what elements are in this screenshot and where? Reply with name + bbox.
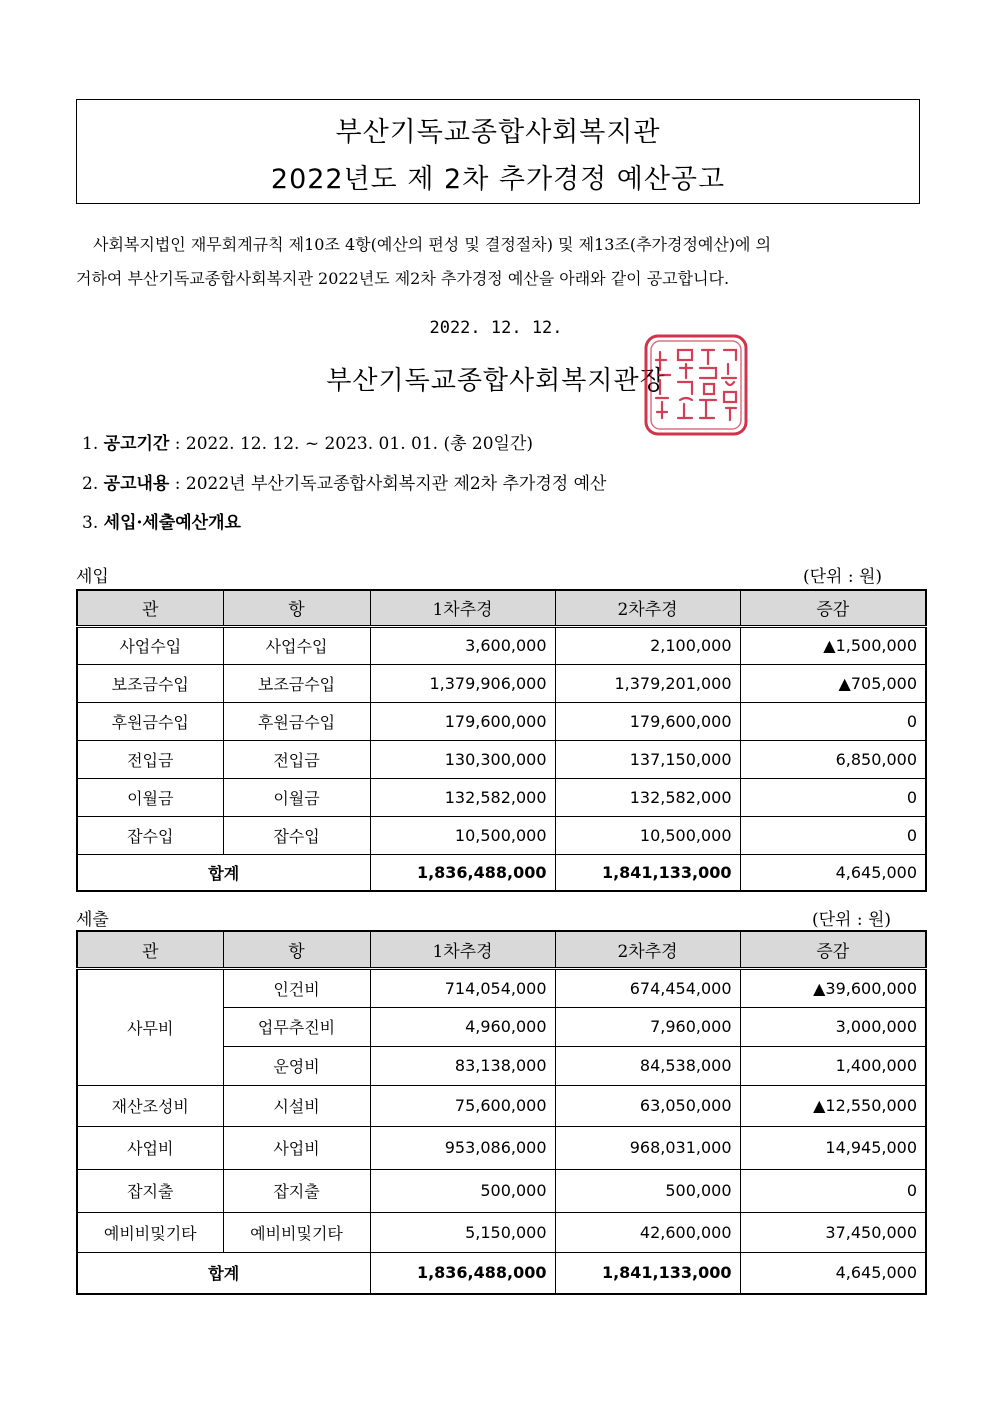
header-hang: 항 [223, 590, 370, 626]
revenue-body [77, 626, 926, 891]
cell-gwan: 사업수입 [77, 626, 223, 664]
header-second: 2차추경 [555, 931, 740, 968]
item-number: 3. [82, 513, 99, 533]
table-row [77, 740, 926, 778]
cell-first: 500,000 [370, 1169, 555, 1212]
cell-hang: 잡지출 [223, 1169, 370, 1212]
total-label: 합계 [77, 854, 370, 891]
item-separator: : [169, 434, 186, 454]
cell-second: 10,500,000 [555, 816, 740, 854]
cell-gwan: 사무비 [77, 968, 223, 1085]
header-first: 1차추경 [370, 931, 555, 968]
table-row [77, 1169, 926, 1212]
item-number: 1. [82, 434, 99, 454]
total-row [77, 1252, 926, 1294]
cell-hang: 사업수입 [223, 626, 370, 664]
cell-first: 1,379,906,000 [370, 664, 555, 702]
cell-hang: 후원금수입 [223, 702, 370, 740]
expense-caption: 세출 [76, 910, 109, 930]
official-seal [640, 330, 752, 440]
cell-first: 953,086,000 [370, 1126, 555, 1169]
cell-gwan: 잡지출 [77, 1169, 223, 1212]
item-label: 세입·세출예산개요 [103, 513, 241, 533]
cell-first: 83,138,000 [370, 1046, 555, 1085]
cell-diff: 0 [740, 1169, 926, 1212]
cell-diff: 0 [740, 816, 926, 854]
cell-hang: 운영비 [223, 1046, 370, 1085]
revenue-caption: 세입 [76, 567, 109, 587]
total-second: 1,841,133,000 [555, 854, 740, 891]
cell-first: 179,600,000 [370, 702, 555, 740]
header-gwan: 관 [77, 931, 223, 968]
table-row [77, 1126, 926, 1169]
cell-gwan: 전입금 [77, 740, 223, 778]
cell-diff: 0 [740, 778, 926, 816]
cell-gwan: 사업비 [77, 1126, 223, 1169]
cell-gwan: 예비비및기타 [77, 1212, 223, 1252]
table-row [77, 968, 926, 1007]
cell-second: 132,582,000 [555, 778, 740, 816]
cell-second: 968,031,000 [555, 1126, 740, 1169]
header-gwan: 관 [77, 590, 223, 626]
cell-second: 63,050,000 [555, 1085, 740, 1126]
cell-hang: 인건비 [223, 968, 370, 1007]
cell-second: 137,150,000 [555, 740, 740, 778]
total-diff: 4,645,000 [740, 1252, 926, 1294]
cell-second: 2,100,000 [555, 626, 740, 664]
table-row [77, 702, 926, 740]
table-row [77, 1085, 926, 1126]
cell-hang: 보조금수입 [223, 664, 370, 702]
cell-hang: 전입금 [223, 740, 370, 778]
intro-line-1: 사회복지법인 재무회계규칙 제10조 4항(예산의 편성 및 결정절차) 및 제13조(추가경정예산)에 의 [93, 235, 772, 254]
cell-gwan: 후원금수입 [77, 702, 223, 740]
cell-second: 42,600,000 [555, 1212, 740, 1252]
organization-signature: 부산기독교종합사회복지관장 [326, 366, 666, 396]
cell-gwan: 이월금 [77, 778, 223, 816]
total-second: 1,841,133,000 [555, 1252, 740, 1294]
cell-diff: ▲705,000 [740, 664, 926, 702]
cell-second: 674,454,000 [555, 968, 740, 1007]
cell-second: 84,538,000 [555, 1046, 740, 1085]
cell-second: 500,000 [555, 1169, 740, 1212]
table-header-row [77, 590, 926, 626]
title-box [76, 99, 920, 204]
cell-first: 4,960,000 [370, 1007, 555, 1046]
cell-diff: ▲39,600,000 [740, 968, 926, 1007]
cell-gwan: 잡수입 [77, 816, 223, 854]
cell-diff: 3,000,000 [740, 1007, 926, 1046]
revenue-unit-label: (단위 : 원) [803, 567, 883, 587]
cell-diff: ▲12,550,000 [740, 1085, 926, 1126]
cell-first: 5,150,000 [370, 1212, 555, 1252]
title-line-1: 부산기독교종합사회복지관 [335, 117, 661, 148]
cell-first: 132,582,000 [370, 778, 555, 816]
notice-date: 2022. 12. 12. [429, 318, 563, 338]
cell-diff: 1,400,000 [740, 1046, 926, 1085]
total-label: 합계 [77, 1252, 370, 1294]
cell-diff: 6,850,000 [740, 740, 926, 778]
item-separator: : [169, 474, 186, 494]
cell-first: 75,600,000 [370, 1085, 555, 1126]
cell-diff: 14,945,000 [740, 1126, 926, 1169]
cell-diff: ▲1,500,000 [740, 626, 926, 664]
table-row [77, 816, 926, 854]
total-row [77, 854, 926, 891]
cell-hang: 업무추진비 [223, 1007, 370, 1046]
table-row [77, 664, 926, 702]
cell-hang: 이월금 [223, 778, 370, 816]
item-value: 2022년 부산기독교종합사회복지관 제2차 추가경정 예산 [185, 474, 607, 494]
expense-unit-label: (단위 : 원) [812, 910, 892, 930]
cell-hang: 시설비 [223, 1085, 370, 1126]
header-diff: 증감 [740, 590, 926, 626]
cell-hang: 잡수입 [223, 816, 370, 854]
cell-second: 1,379,201,000 [555, 664, 740, 702]
cell-gwan: 재산조성비 [77, 1085, 223, 1126]
header-diff: 증감 [740, 931, 926, 968]
cell-first: 10,500,000 [370, 816, 555, 854]
cell-first: 714,054,000 [370, 968, 555, 1007]
expense-table [76, 930, 927, 1295]
cell-hang: 예비비및기타 [223, 1212, 370, 1252]
item-period [82, 429, 533, 454]
cell-diff: 37,450,000 [740, 1212, 926, 1252]
cell-gwan: 보조금수입 [77, 664, 223, 702]
total-first: 1,836,488,000 [370, 1252, 555, 1294]
intro-paragraph [76, 228, 924, 296]
item-overview [82, 508, 241, 533]
item-content [82, 469, 606, 494]
expense-body [77, 968, 926, 1294]
item-label: 공고기간 [103, 434, 170, 454]
table-header-row [77, 931, 926, 968]
header-second: 2차추경 [555, 590, 740, 626]
header-hang: 항 [223, 931, 370, 968]
item-value: 2022. 12. 12. ~ 2023. 01. 01. (총 20일간) [185, 434, 534, 454]
table-row [77, 1212, 926, 1252]
item-number: 2. [82, 474, 99, 494]
total-first: 1,836,488,000 [370, 854, 555, 891]
cell-hang: 사업비 [223, 1126, 370, 1169]
intro-line-2: 거하여 부산기독교종합사회복지관 2022년도 제2차 추가경정 예산을 아래와 같이 공고합니다. [76, 269, 730, 288]
cell-second: 179,600,000 [555, 702, 740, 740]
title-line-2: 2022년도 제 2차 추가경정 예산공고 [270, 164, 726, 195]
cell-first: 3,600,000 [370, 626, 555, 664]
table-row [77, 626, 926, 664]
item-label: 공고내용 [103, 474, 170, 494]
total-diff: 4,645,000 [740, 854, 926, 891]
table-row [77, 778, 926, 816]
cell-diff: 0 [740, 702, 926, 740]
revenue-table [76, 589, 927, 892]
cell-first: 130,300,000 [370, 740, 555, 778]
cell-second: 7,960,000 [555, 1007, 740, 1046]
header-first: 1차추경 [370, 590, 555, 626]
